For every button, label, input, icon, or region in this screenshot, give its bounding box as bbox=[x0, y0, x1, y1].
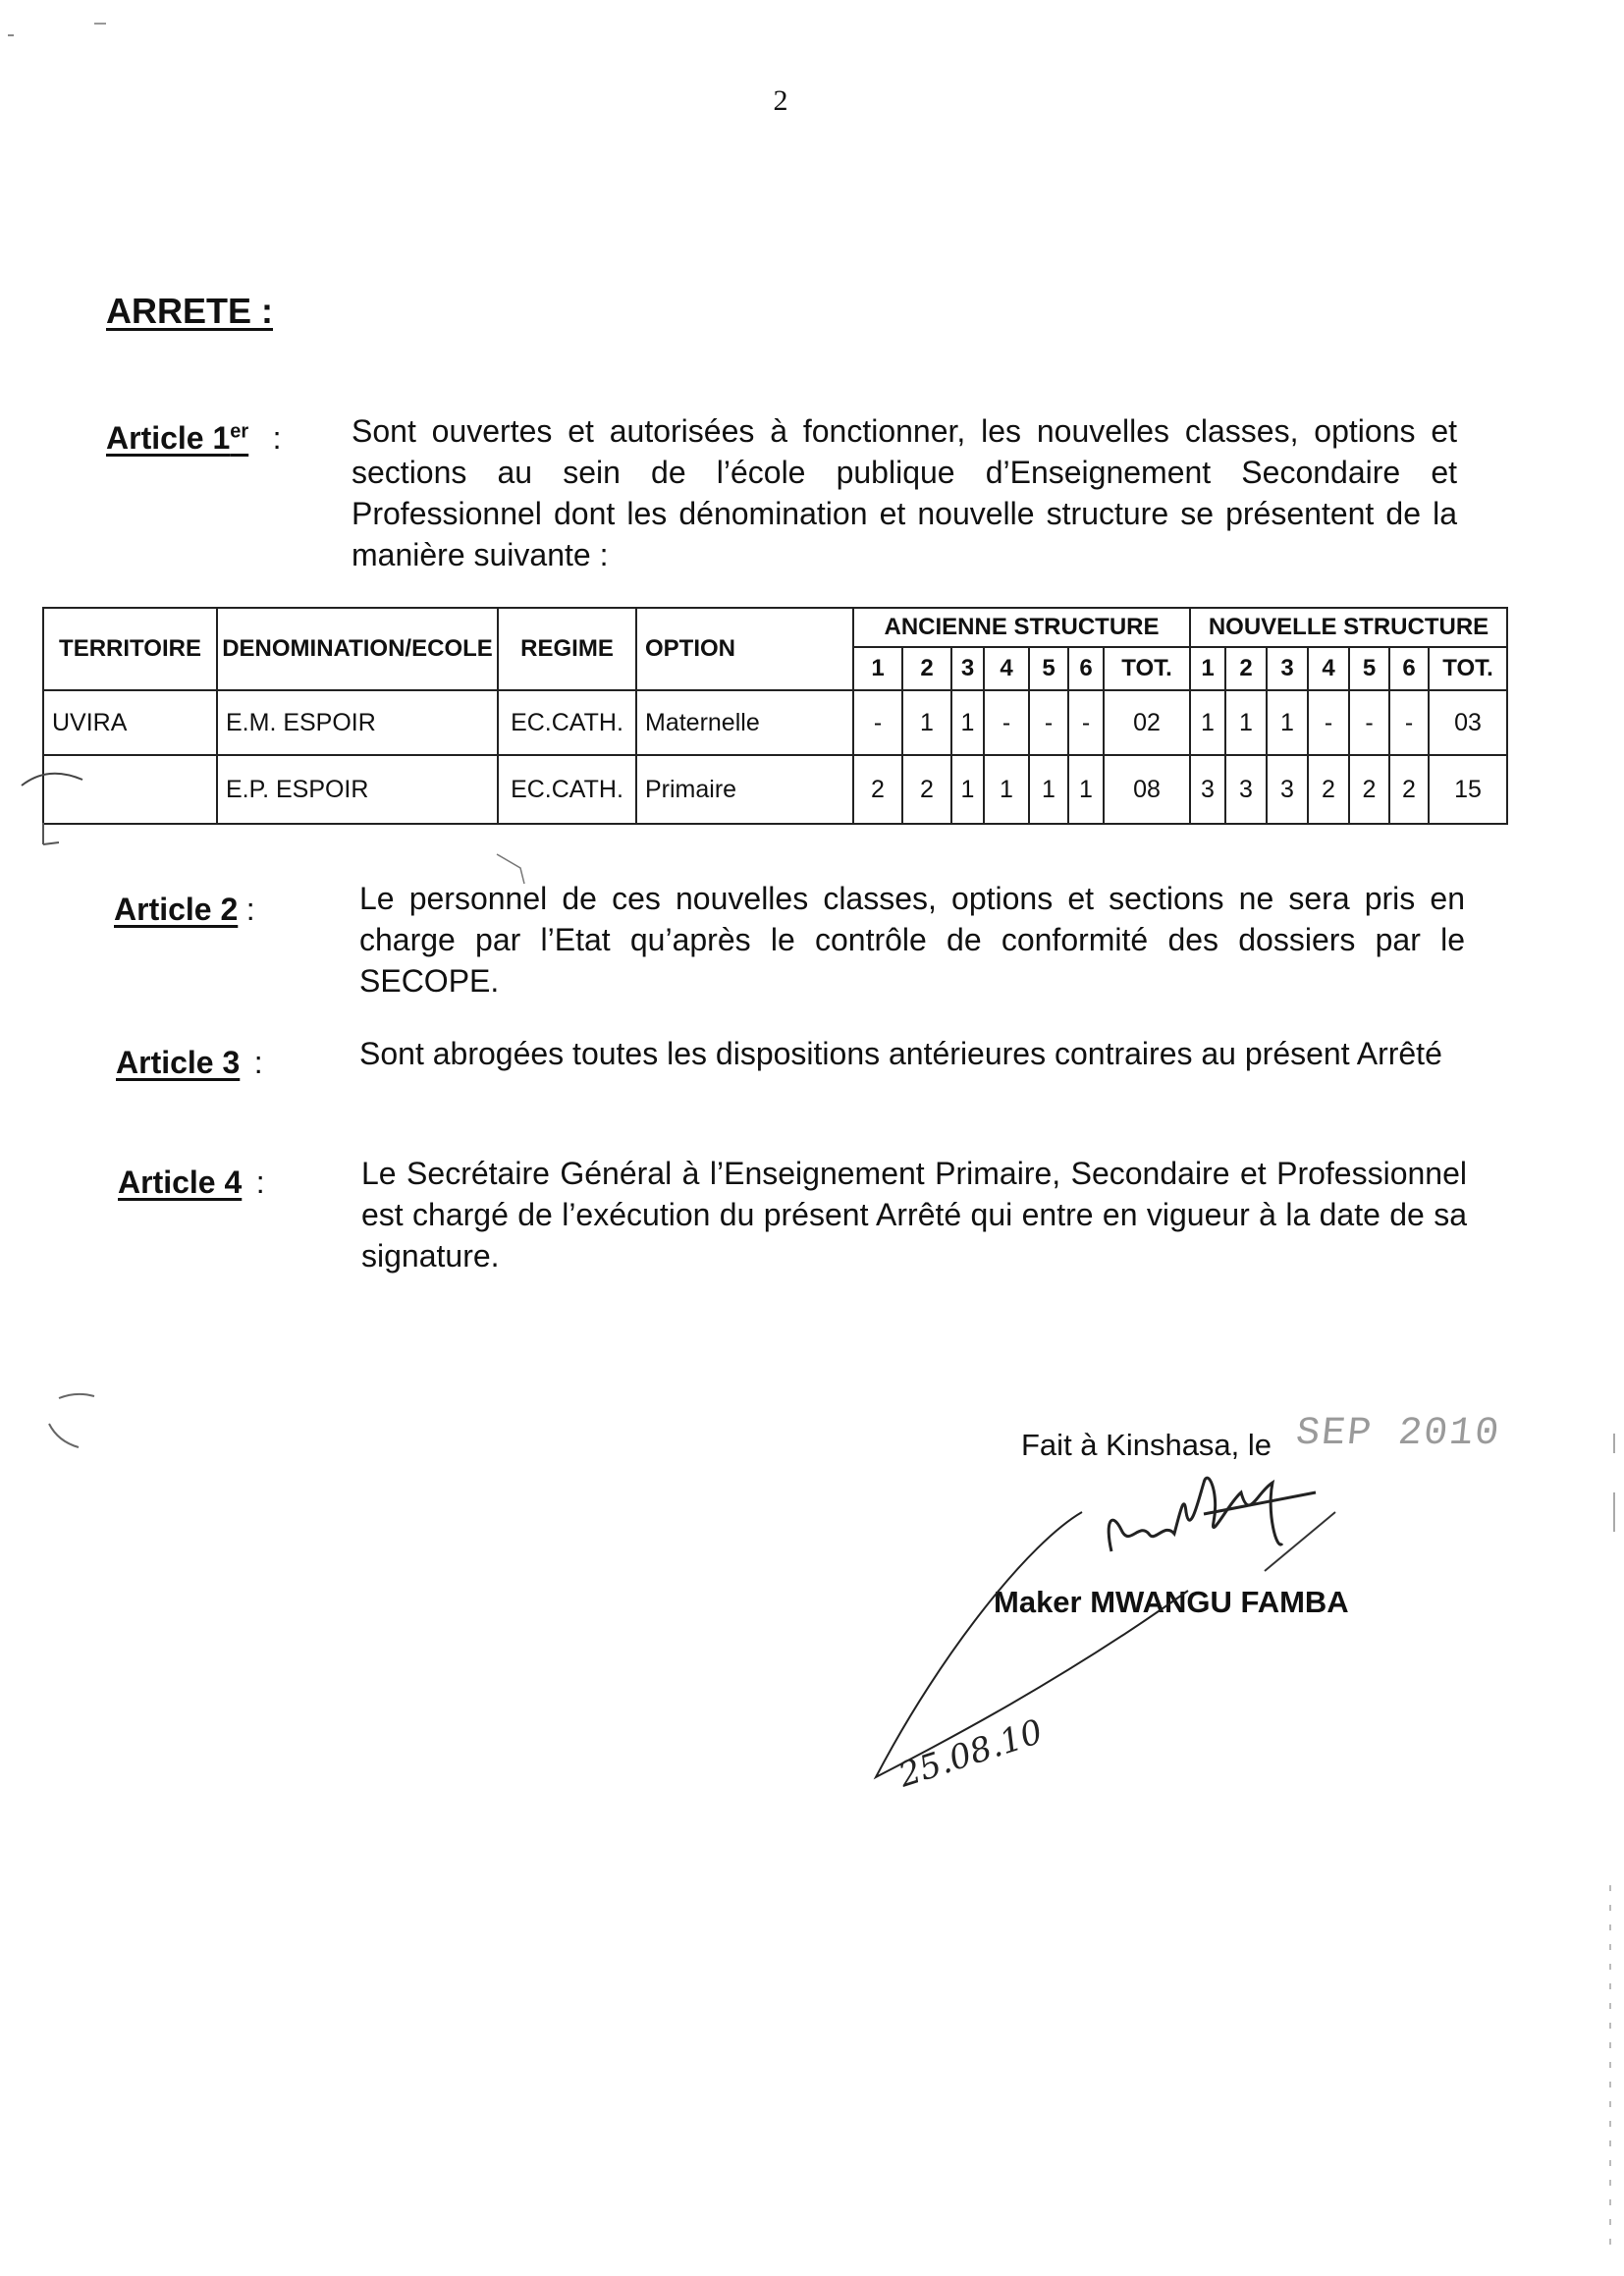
article-3-colon: : bbox=[253, 1045, 263, 1080]
header-denomination: DENOMINATION/ECOLE bbox=[217, 608, 498, 690]
header-territoire: TERRITOIRE bbox=[43, 608, 217, 690]
cell-ancienne: 1 bbox=[951, 755, 984, 824]
article-2-text: Le personnel de ces nouvelles classes, options et sections ne sera pris en charge par l’Etat qu’après le contrôle de conformité des dossiers par le SECOPE. bbox=[359, 881, 1465, 999]
cell-nouvelle: 3 bbox=[1190, 755, 1225, 824]
cell-nouvelle: 1 bbox=[1190, 690, 1225, 755]
cell-ancienne: 2 bbox=[902, 755, 951, 824]
arrete-heading: ARRETE : bbox=[106, 291, 273, 331]
header-col: 4 bbox=[984, 647, 1029, 690]
signatory-name: Maker MWANGU FAMBA bbox=[994, 1585, 1349, 1619]
article-1-colon: : bbox=[272, 420, 282, 456]
header-ancienne-structure: ANCIENNE STRUCTURE bbox=[853, 608, 1190, 647]
cell-nouvelle: - bbox=[1389, 690, 1429, 755]
cell-nouvelle: 1 bbox=[1225, 690, 1267, 755]
cell-ancienne: - bbox=[1029, 690, 1068, 755]
article-1-text: Sont ouvertes et autorisées à fonctionner, les nouvelles classes, options et sections au sein de l’école publique d’Enseignement Secondaire et Professionnel dont les dénomination et nouvelle structure se présentent de la manière suivante : bbox=[352, 413, 1457, 572]
cell-ancienne: 1 bbox=[951, 690, 984, 755]
cell-ancienne: - bbox=[984, 690, 1029, 755]
header-regime: REGIME bbox=[498, 608, 636, 690]
cell-nouvelle: - bbox=[1349, 690, 1389, 755]
cell-option: Maternelle bbox=[636, 690, 853, 755]
cell-nouvelle: 2 bbox=[1308, 755, 1349, 824]
cell-nouvelle: 3 bbox=[1225, 755, 1267, 824]
header-col: 4 bbox=[1308, 647, 1349, 690]
header-col: 2 bbox=[1225, 647, 1267, 690]
cell-ancienne: 1 bbox=[1029, 755, 1068, 824]
article-1-label: Article 1er bbox=[106, 420, 249, 456]
page-number: 2 bbox=[773, 84, 788, 117]
article-3-label: Article 3 bbox=[116, 1045, 241, 1080]
cell-option: Primaire bbox=[636, 755, 853, 824]
article-4-text: Le Secrétaire Général à l’Enseignement Primaire, Secondaire et Professionnel est chargé de l’exécution du présent Arrêté qui entre en vigueur à la date de sa signature. bbox=[361, 1156, 1467, 1273]
header-col-total: TOT. bbox=[1104, 647, 1190, 690]
article-4-colon: : bbox=[255, 1165, 265, 1200]
cell-ancienne: 1 bbox=[984, 755, 1029, 824]
cell-ancienne-total: 08 bbox=[1104, 755, 1190, 824]
cell-nouvelle: 2 bbox=[1349, 755, 1389, 824]
header-col: 5 bbox=[1349, 647, 1389, 690]
cell-denomination: E.M. ESPOIR bbox=[217, 690, 498, 755]
cell-ancienne: 2 bbox=[853, 755, 902, 824]
date-stamp: SEP 2010 bbox=[1293, 1412, 1503, 1456]
cell-denomination: E.P. ESPOIR bbox=[217, 755, 498, 824]
header-col: 6 bbox=[1389, 647, 1429, 690]
article-2-label: Article 2 bbox=[114, 892, 239, 927]
article-3-text: Sont abrogées toutes les dispositions antérieures contraires au présent Arrêté bbox=[359, 1036, 1442, 1071]
header-col: 5 bbox=[1029, 647, 1068, 690]
cell-nouvelle: 1 bbox=[1267, 690, 1308, 755]
cell-nouvelle: - bbox=[1308, 690, 1349, 755]
header-col: 3 bbox=[951, 647, 984, 690]
header-col: 1 bbox=[1190, 647, 1225, 690]
cell-regime: EC.CATH. bbox=[498, 755, 636, 824]
article-4-label: Article 4 bbox=[118, 1165, 243, 1200]
header-col: 6 bbox=[1068, 647, 1104, 690]
cell-ancienne-total: 02 bbox=[1104, 690, 1190, 755]
cell-nouvelle: 3 bbox=[1267, 755, 1308, 824]
header-col-total: TOT. bbox=[1429, 647, 1507, 690]
cell-ancienne: - bbox=[1068, 690, 1104, 755]
handwritten-date: 25.08.10 bbox=[893, 1711, 1048, 1796]
cell-nouvelle-total: 15 bbox=[1429, 755, 1507, 824]
cell-ancienne: 1 bbox=[1068, 755, 1104, 824]
cell-nouvelle-total: 03 bbox=[1429, 690, 1507, 755]
cell-territoire: UVIRA bbox=[43, 690, 217, 755]
cell-ancienne: - bbox=[853, 690, 902, 755]
cell-regime: EC.CATH. bbox=[498, 690, 636, 755]
header-col: 3 bbox=[1267, 647, 1308, 690]
place-and-date-line: Fait à Kinshasa, le bbox=[1021, 1428, 1272, 1462]
header-option: OPTION bbox=[636, 608, 853, 690]
header-nouvelle-structure: NOUVELLE STRUCTURE bbox=[1190, 608, 1507, 647]
header-col: 2 bbox=[902, 647, 951, 690]
cell-nouvelle: 2 bbox=[1389, 755, 1429, 824]
header-col: 1 bbox=[853, 647, 902, 690]
cell-ancienne: 1 bbox=[902, 690, 951, 755]
article-2-colon: : bbox=[245, 892, 255, 927]
